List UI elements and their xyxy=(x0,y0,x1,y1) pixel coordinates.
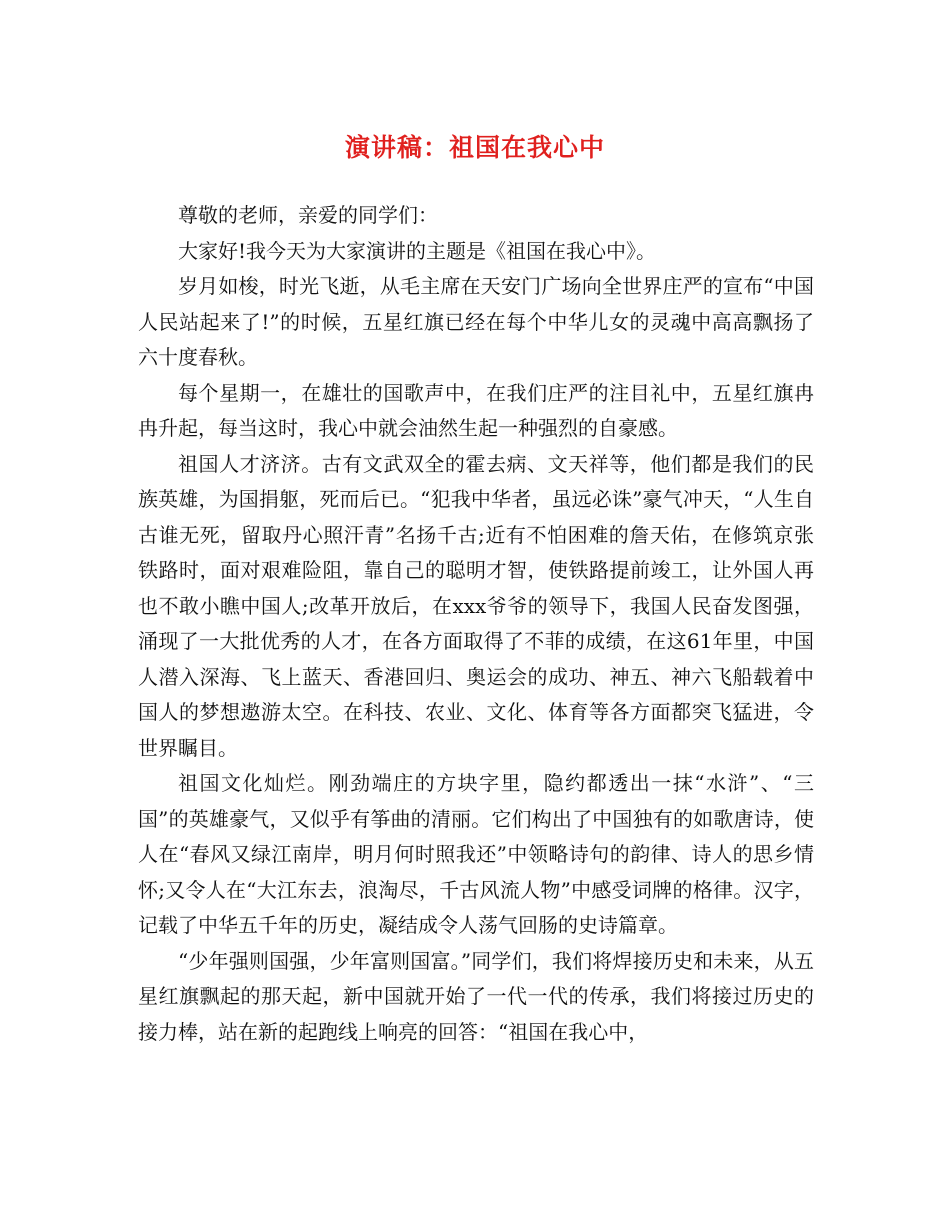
document-body xyxy=(138,198,814,1050)
paragraph-youth: “少年强则国强，少年富则国富。”同学们，我们将焊接历史和未来，从五星红旗飘起的那天起，新中国就开始了一代一代的传承，我们将接过历史的接力棒，站在新的起跑线上响亮的回答：“祖国在我心中， xyxy=(138,948,814,1044)
paragraph-culture: 祖国文化灿烂。刚劲端庄的方块字里，隐约都透出一抹“水浒”、“三国”的英雄豪气，又似乎有筝曲的清丽。它们构出了中国独有的如歌唐诗，使人在“春风又绿江南岸，明月何时照我还”中领略诗句的韵律、诗人的思乡情怀;又令人在“大江东去，浪淘尽，千古风流人物”中感受词牌的格律。汉字，记载了中华五千年的历史，凝结成令人荡气回肠的史诗篇章。 xyxy=(138,771,814,937)
document-title: 演讲稿：祖国在我心中 xyxy=(344,133,605,162)
paragraph-flag-raising: 每个星期一，在雄壮的国歌声中，在我们庄严的注目礼中，五星红旗冉冉升起，每当这时，我心中就会油然生起一种强烈的自豪感。 xyxy=(138,380,814,440)
paragraph-greeting: 尊敬的老师，亲爱的同学们： xyxy=(178,203,438,227)
paragraph-intro: 大家好!我今天为大家演讲的主题是《祖国在我心中》。 xyxy=(178,238,657,263)
paragraph-history: 岁月如梭，时光飞逝，从毛主席在天安门广场向全世界庄严的宣布“中国人民站起来了!”的时候，五星红旗已经在每个中华儿女的灵魂中高高飘扬了六十度春秋。 xyxy=(138,274,814,369)
paragraph-talents: 祖国人才济济。古有文武双全的霍去病、文天祥等，他们都是我们的民族英雄，为国捐躯，死而后已。“犯我中华者，虽远必诛”豪气冲天，“人生自古谁无死，留取丹心照汗青”名扬千古;近有不怕困难的詹天佑，在修筑京张铁路时，面对艰难险阻，靠自己的聪明才智，使铁路提前竣工，让外国人再也不敢小瞧中国人;改革开放后，在xxx爷爷的领导下，我国人民奋发图强，涌现了一大批优秀的人才，在各方面取得了不菲的成绩，在这61年里，中国人潜入深海、飞上蓝天、香港回归、奥运会的成功、神五、神六飞船载着中国人的梦想遨游太空。在科技、农业、文化、体育等各方面都突飞猛进，令世界瞩目。 xyxy=(138,451,814,760)
